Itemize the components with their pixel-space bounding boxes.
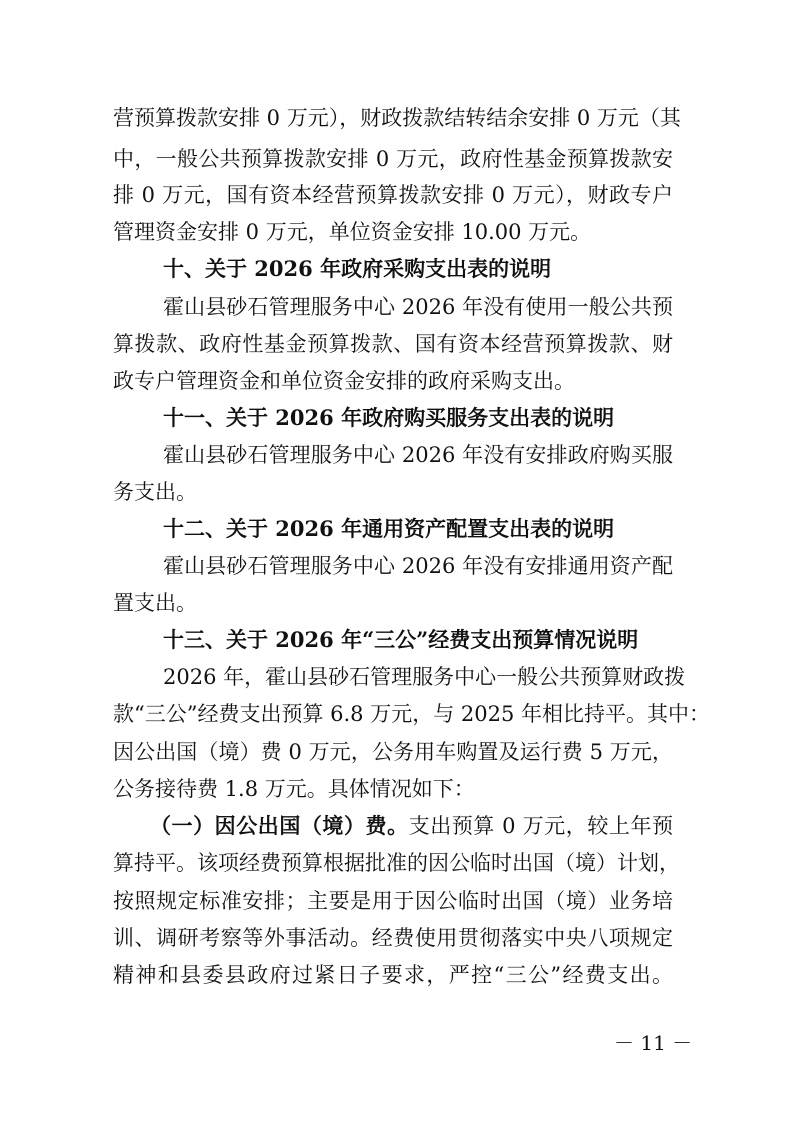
body-text-line: 2026 年，霍山县砂石管理服务中心一般公共预算财政拨 [163, 665, 686, 689]
section-heading-12: 十二、关于 2026 年通用资产配置支出表的说明 [163, 516, 615, 541]
body-text-line: 霍山县砂石管理服务中心 2026 年没有使用一般公共预 [163, 295, 673, 319]
body-text-line: 管理资金安排 0 万元，单位资金安排 10.00 万元。 [113, 220, 592, 244]
body-text-line: 置支出。 [113, 591, 197, 615]
page-number: － 11 － [614, 1031, 693, 1055]
body-text-line: 算持平。该项经费预算根据批准的因公临时出国（境）计划， [113, 851, 680, 875]
body-text-line: 霍山县砂石管理服务中心 2026 年没有安排政府购买服 [163, 443, 673, 467]
subsection-text: 支出预算 0 万元，较上年预 [408, 814, 673, 838]
body-text-line: 款“三公”经费支出预算 6.8 万元，与 2025 年相比持平。其中： [113, 702, 711, 726]
body-text-line: 霍山县砂石管理服务中心 2026 年没有安排通用资产配 [163, 554, 673, 578]
body-text-line: 营预算拨款安排 0 万元），财政拨款结转结余安排 0 万元（其 [113, 106, 681, 130]
body-text-line: 务支出。 [113, 480, 197, 504]
body-text-line: 中，一般公共预算拨款安排 0 万元，政府性基金预算拨款安 [113, 147, 673, 171]
body-text-line: 公务接待费 1.8 万元。具体情况如下： [113, 777, 475, 801]
body-text-line: 政专户管理资金和单位资金安排的政府采购支出。 [113, 369, 575, 393]
body-text-line: 算拨款、政府性基金预算拨款、国有资本经营预算拨款、财 [113, 332, 673, 356]
section-heading-13: 十三、关于 2026 年“三公”经费支出预算情况说明 [163, 627, 639, 652]
body-text-line: 按照规定标准安排；主要是用于因公临时出国（境）业务培 [113, 889, 673, 913]
section-heading-11: 十一、关于 2026 年政府购买服务支出表的说明 [163, 405, 615, 430]
subsection-title: （一）因公出国（境）费。 [150, 813, 409, 838]
section-heading-10: 十、关于 2026 年政府采购支出表的说明 [163, 256, 552, 281]
body-text-line: 排 0 万元，国有资本经营预算拨款安排 0 万元），财政专户 [113, 183, 673, 207]
body-text-line: 因公出国（境）费 0 万元，公务用车购置及运行费 5 万元， [113, 740, 673, 764]
subsection-first-line [150, 811, 673, 841]
body-text-line: 精神和县委县政府过紧日子要求，严控“三公”经费支出。 [113, 963, 673, 987]
body-text-line: 训、调研考察等外事活动。经费使用贯彻落实中央八项规定 [113, 926, 673, 950]
